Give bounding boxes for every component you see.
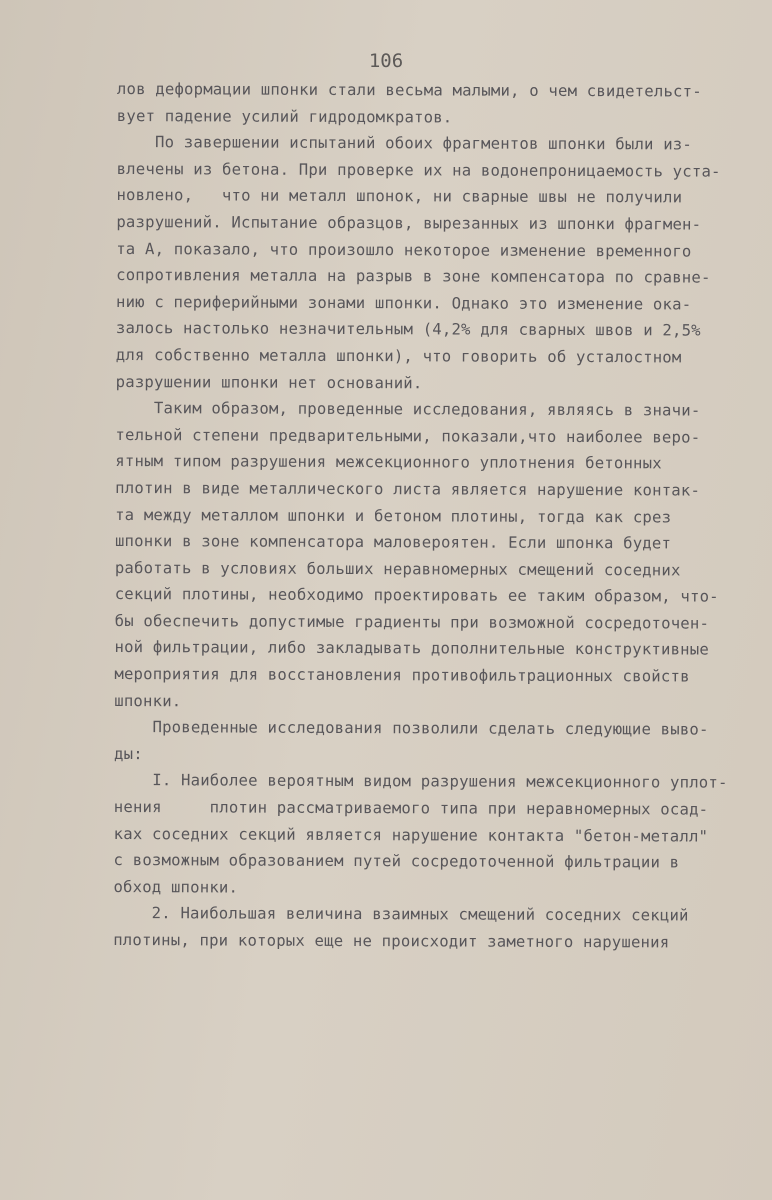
text-line: плотины, при которых еще не происходит заметного нарушения bbox=[113, 930, 670, 952]
text-line: обход шпонки. bbox=[113, 877, 239, 897]
text-line: ды: bbox=[114, 744, 143, 763]
text-line: разрушений. Испытание образцов, вырезанных из шпонки фрагмен- bbox=[116, 212, 702, 234]
text-line: разрушении шпонки нет оснований. bbox=[115, 372, 423, 392]
text-line: нию с периферийными зонами шпонки. Однако это изменение ока- bbox=[115, 292, 692, 314]
text-line: нения плотин рассматриваемого типа при неравномерных осад- bbox=[113, 798, 709, 819]
text-line: новлено, что ни металл шпонок, ни сварные швы не получили bbox=[116, 186, 683, 207]
text-line: шпонки в зоне компенсатора маловероятен. Если шпонка будет bbox=[114, 532, 672, 553]
text-line: лов деформации шпонки стали весьма малыми, о чем свидетельст- bbox=[116, 79, 702, 101]
text-line: та между металлом шпонки и бетоном плотины, тогда как срез bbox=[115, 505, 672, 526]
text-line: секций плотины, необходимо проектировать ее таким образом, что- bbox=[114, 585, 719, 606]
text-line: ках соседних секций является нарушение контакта "бетон-металл" bbox=[113, 824, 709, 846]
text-line: тельной степени предварительными, показали,что наиболее веро- bbox=[115, 425, 701, 447]
text-line: Таким образом, проведенные исследования, являясь в значи- bbox=[115, 399, 701, 420]
text-line: I. Наиболее вероятным видом разрушения межсекционного уплот- bbox=[113, 771, 728, 793]
text-line: работать в условиях больших неравномерных смещений соседних bbox=[114, 558, 681, 580]
text-line: та А, показало, что произошло некоторое изменение временного bbox=[116, 239, 692, 261]
text-line: сопротивления металла на разрыв в зоне компенсатора по сравне- bbox=[116, 266, 711, 287]
text-line: ной фильтрации, либо закладывать дополнительные конструктивные bbox=[114, 638, 710, 660]
text-line: По завершении испытаний обоих фрагментов шпонки были из- bbox=[116, 133, 693, 154]
text-line: бы обеспечить допустимые градиенты при возможной сосредоточен- bbox=[114, 611, 710, 633]
text-line: ятным типом разрушения межсекционного уплотнения бетонных bbox=[115, 452, 662, 473]
text-line: для собственно металла шпонки), что говорить об усталостном bbox=[115, 345, 682, 367]
body-text bbox=[113, 76, 737, 956]
text-line: плотин в виде металлического листа является нарушение контак- bbox=[115, 478, 701, 500]
text-line: шпонки. bbox=[114, 691, 182, 710]
text-line: вует падение усилий гидродомкратов. bbox=[116, 106, 453, 127]
text-line: с возможным образованием путей сосредоточенной фильтрации в bbox=[113, 851, 680, 872]
text-line: мероприятия для восстановления противофильтрационных свойств bbox=[114, 665, 690, 686]
page-number: 106 bbox=[368, 50, 404, 72]
text-line: влечены из бетона. При проверке их на водонепроницаемость уста- bbox=[116, 159, 721, 181]
text-line: Проведенные исследования позволили сделать следующие выво- bbox=[114, 718, 709, 739]
text-line: 2. Наибольшая величина взаимных смещений соседних секций bbox=[113, 904, 689, 925]
text-line: залось настолько незначительным (4,2% для сварных швов и 2,5% bbox=[115, 319, 701, 340]
